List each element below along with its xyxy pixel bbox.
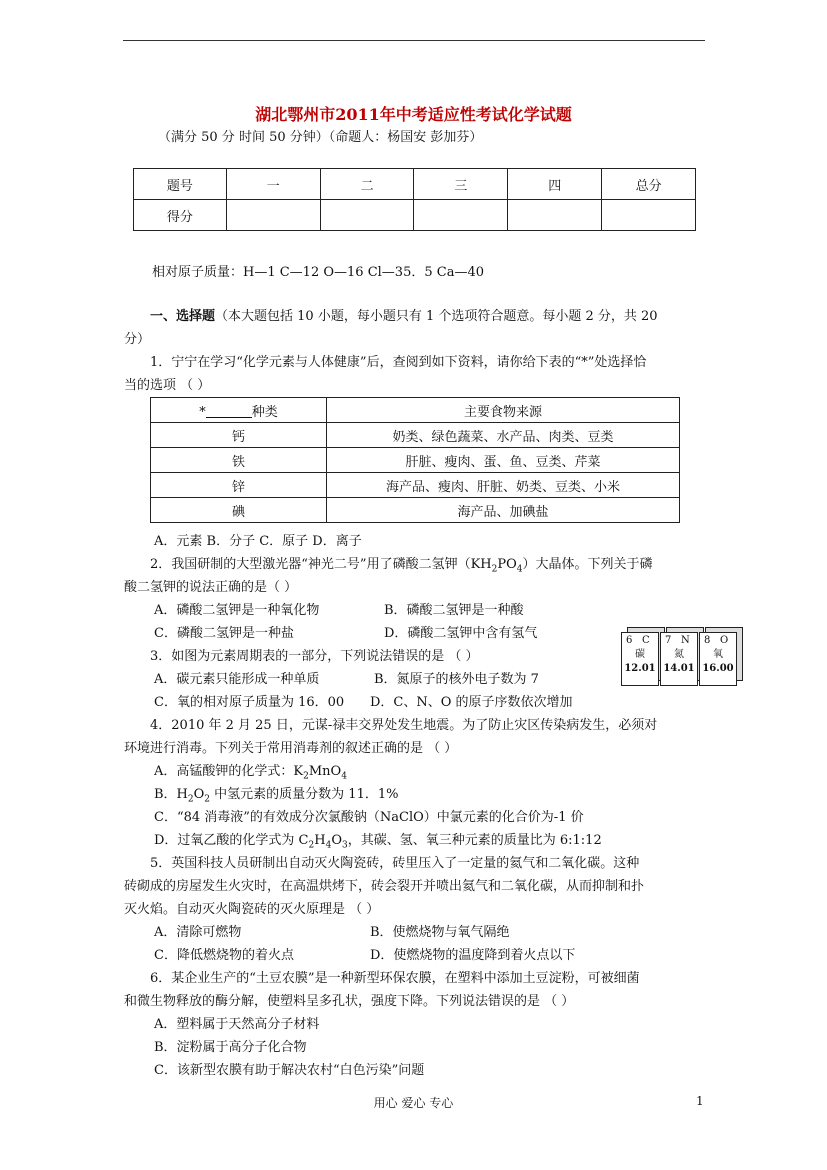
atomic-mass-line: 相对原子质量：H—1 C—12 O—16 Cl—35．5 Ca—40	[152, 265, 484, 280]
q5-option-d: D．使燃烧物的温度降到着火点以下	[370, 948, 576, 963]
q2-stem-line2: 酸二氢钾的说法正确的是（ ）	[124, 580, 298, 595]
element-cell: 钙	[151, 423, 327, 448]
section1-desc-line2: 分）	[124, 332, 151, 347]
food-table-header	[151, 398, 680, 423]
element-cell: 碘	[151, 498, 327, 523]
q3-option-a: A．碳元素只能形成一种单质	[154, 672, 320, 687]
q5-option-b: B．使燃烧物与氧气隔绝	[370, 925, 510, 940]
section1-desc: （本大题包括 10 小题，每小题只有 1 个选项符合题意。每小题 2 分，共 20	[215, 309, 658, 324]
score-header-cell: 三	[414, 169, 508, 200]
table-row	[151, 473, 680, 498]
q4-option-c: C．“84 消毒液”的有效成分次氯酸钠（NaClO）中氯元素的化合价为-1 价	[154, 810, 584, 825]
q6-stem-line2: 和微生物释放的酶分解，使塑料呈多孔状，强度下降。下列说法错误的是 （ ）	[124, 994, 575, 1009]
table-row	[151, 448, 680, 473]
page-number: 1	[696, 1094, 704, 1108]
q4-option-a: A．高锰酸钾的化学式：$K_2MnO_4$	[154, 764, 347, 782]
q6-option-a: A．塑料属于天然高分子材料	[154, 1017, 320, 1032]
score-table	[133, 168, 696, 231]
score-cell	[508, 200, 602, 231]
score-header-row	[134, 169, 696, 200]
answer-blank	[206, 405, 252, 418]
score-row-label: 得分	[134, 200, 227, 231]
q4-option-d: D．过氧乙酸的化学式为 $C_2H_4O_3$，其碳、氢、氧三种元素的质量比为 6:1:12	[154, 833, 602, 851]
header-rule	[123, 40, 705, 41]
element-cell-nitrogen: 7 N 氮 14.01	[660, 632, 698, 686]
exam-info: （满分 50 分 时间 50 分钟）（命题人：杨国安 彭加芬）	[158, 130, 483, 145]
element-cell-oxygen: 8 O 氧 16.00	[699, 632, 737, 686]
source-cell: 肝脏、瘦肉、蛋、鱼、豆类、芹菜	[327, 448, 680, 473]
q4-stem-line2: 环境进行消毒。下列关于常用消毒剂的叙述正确的是 （ ）	[124, 741, 458, 756]
q6-option-b: B．淀粉属于高分子化合物	[154, 1040, 307, 1055]
q1-stem-line1: 1．宁宁在学习“化学元素与人体健康”后，查阅到如下资料，请你给下表的“*”处选择恰	[150, 355, 647, 370]
score-header-cell: 四	[508, 169, 602, 200]
source-cell: 海产品、瘦肉、肝脏、奶类、豆类、小米	[327, 473, 680, 498]
q2-option-a: A．磷酸二氢钾是一种氧化物	[154, 603, 320, 618]
q4-stem-line1: 4．2010 年 2 月 25 日，元谋-禄丰交界处发生地震。为了防止灾区传染病发生，必须对	[150, 718, 658, 733]
q4-option-b: B．$H_2O_2$ 中氢元素的质量分数为 11．1%	[154, 787, 399, 805]
food-source-table	[150, 397, 680, 523]
q3-stem: 3．如图为元素周期表的一部分，下列说法错误的是 （ ）	[150, 649, 479, 664]
page-title: 湖北鄂州市2011年中考适应性考试化学试题	[255, 105, 572, 124]
q2-stem-line1: 2．我国研制的大型激光器“神光二号”用了磷酸二氢钾$(KH_2PO_4)$大晶体。下列关于磷	[150, 557, 653, 575]
q5-stem-line2: 砖砌成的房屋发生火灾时，在高温烘烤下，砖会裂开并喷出氦气和二氧化碳，从而抑制和扑	[124, 879, 645, 894]
score-header-cell: 总分	[602, 169, 696, 200]
food-table-header-kind: * 种类	[151, 398, 327, 423]
q2-option-b: B．磷酸二氢钾是一种酸	[384, 603, 524, 618]
element-cell: 锌	[151, 473, 327, 498]
q6-stem-line1: 6．某企业生产的“土豆农膜”是一种新型环保农膜，在塑料中添加土豆淀粉，可被细菌	[150, 971, 640, 986]
footer-motto: 用心 爱心 专心	[373, 1096, 454, 1110]
food-table-header-source: 主要食物来源	[327, 398, 680, 423]
q2-option-c: C．磷酸二氢钾是一种盐	[154, 626, 294, 641]
table-row	[151, 498, 680, 523]
table-row	[151, 423, 680, 448]
score-header-cell: 二	[320, 169, 414, 200]
element-cell-carbon: 6 C 碳 12.01	[621, 632, 659, 686]
q5-stem-line1: 5．英国科技人员研制出自动灭火陶瓷砖，砖里压入了一定量的氦气和二氧化碳。这种	[150, 856, 640, 871]
q5-option-c: C．降低燃烧物的着火点	[154, 948, 294, 963]
source-cell: 奶类、绿色蔬菜、水产品、肉类、豆类	[327, 423, 680, 448]
score-header-cell: 题号	[134, 169, 227, 200]
score-cell	[320, 200, 414, 231]
q5-stem-line3: 灭火焰。自动灭火陶瓷砖的灭火原理是 （ ）	[124, 902, 380, 917]
q2-option-d: D．磷酸二氢钾中含有氢气	[384, 626, 538, 641]
score-header-cell: 一	[226, 169, 320, 200]
q1-options: A．元素 B．分子 C．原子 D．离子	[154, 534, 362, 549]
q3-option-d: D．C、N、O 的原子序数依次增加	[370, 695, 573, 710]
section1-desc-line1	[150, 305, 658, 324]
score-cell	[414, 200, 508, 231]
q3-option-c: C．氧的相对原子质量为 16．00	[154, 695, 345, 710]
element-cell: 铁	[151, 448, 327, 473]
score-cell	[226, 200, 320, 231]
source-cell: 海产品、加碘盐	[327, 498, 680, 523]
score-row	[134, 200, 696, 231]
q5-option-a: A．清除可燃物	[154, 925, 242, 940]
score-cell	[602, 200, 696, 231]
q1-stem-line2: 当的选项 （ ）	[124, 378, 211, 393]
q3-option-b: B．氮原子的核外电子数为 7	[374, 672, 539, 687]
section1-heading: 一、选择题	[150, 309, 216, 324]
q6-option-c: C．该新型农膜有助于解决农村“白色污染”问题	[154, 1063, 425, 1078]
